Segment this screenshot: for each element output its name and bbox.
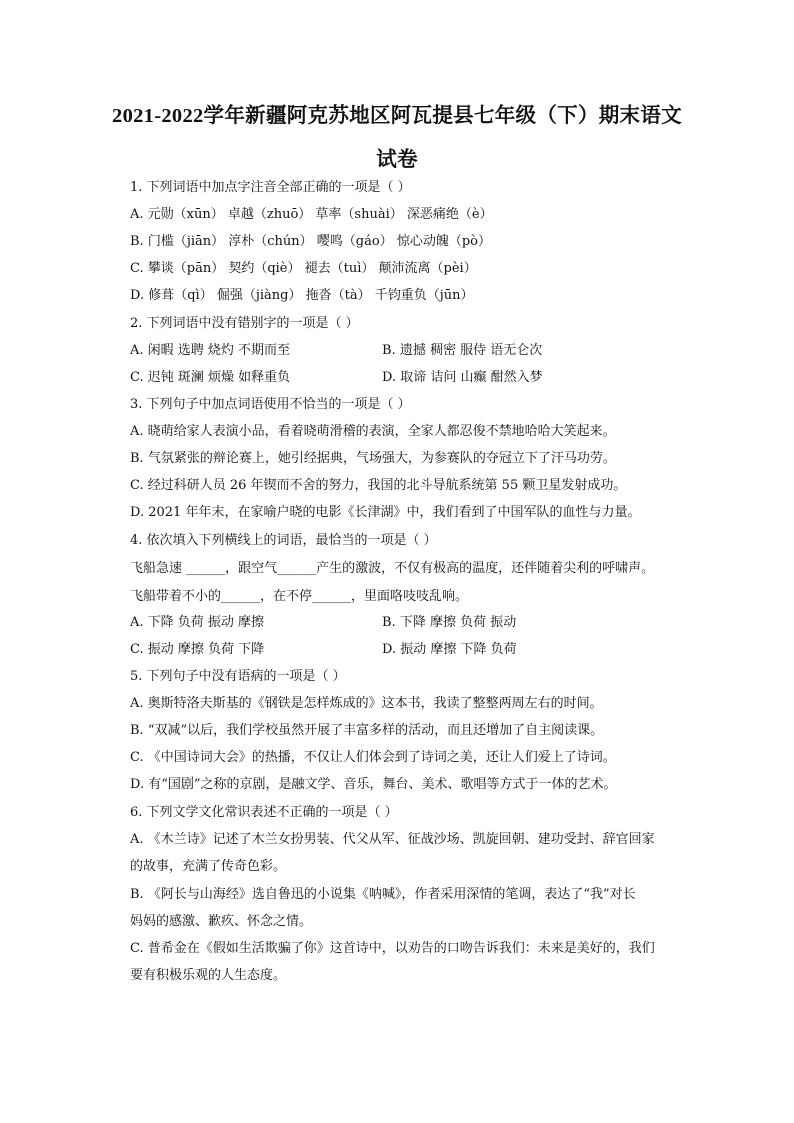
question-6-option-a: A. 《木兰诗》记述了木兰女扮男装、代父从军、征战沙场、凯旋回朝、建功受封、辞官回家: [130, 832, 655, 847]
question-5-stem: 5. 下列句子中没有语病的一项是（ ）: [130, 669, 346, 684]
question-2-stem: 2. 下列词语中没有错别字的一项是（ ）: [130, 316, 359, 331]
exam-title-line-2: 试卷: [376, 149, 418, 171]
question-6-option-b: B. 《阿长与山海经》选自鲁迅的小说集《呐喊》，作者采用深情的笔调，表达了“我”对长: [130, 887, 636, 902]
question-1-option-c: C. 攀谈（pān） 契约（qiè） 褪去（tuì） 颠沛流离（pèi）: [130, 261, 477, 276]
question-4-passage-line-2: 飞船带着不小的______，在不停______，里面咯吱吱乱响。: [130, 589, 469, 604]
exam-title-line-1: 2021-2022学年新疆阿克苏地区阿瓦提县七年级（下）期末语文: [112, 105, 682, 127]
question-1-option-b: B. 门槛（jiān） 淳朴（chún） 嘤鸣（gáo） 惊心动魄（pò）: [130, 234, 491, 249]
question-1-stem: 1. 下列词语中加点字注音全部正确的一项是（ ）: [130, 180, 411, 195]
question-4-option-d: D. 振动 摩擦 下降 负荷: [382, 642, 517, 657]
question-3-stem: 3. 下列句子中加点词语使用不恰当的一项是（ ）: [130, 397, 411, 412]
question-3-option-d: D. 2021 年年末，在家喻户晓的电影《长津湖》中，我们看到了中国军队的血性与力量。: [130, 505, 641, 520]
question-3-option-c: C. 经过科研人员 26 年锲而不舍的努力，我国的北斗导航系统第 55 颗卫星发射成功。: [130, 478, 627, 493]
question-2-option-c: C. 迟钝 斑澜 烦燥 如释重负: [130, 370, 291, 385]
question-5-option-a: A. 奥斯特洛夫斯基的《钢铁是怎样炼成的》这本书，我读了整整两周左右的时间。: [130, 696, 603, 711]
question-6-option-a-continued: 的故事，充满了传奇色彩。: [130, 859, 287, 874]
question-6-option-c-continued: 要有积极乐观的人生态度。: [130, 968, 287, 983]
question-4-option-a: A. 下降 负荷 振动 摩擦: [130, 615, 265, 630]
question-2-option-a: A. 闲暇 选聘 烧灼 不期而至: [130, 343, 291, 358]
question-3-option-b: B. 气氛紧张的辩论赛上，她引经据典，气场强大，为参赛队的夺冠立下了汗马功劳。: [130, 451, 616, 466]
question-6-option-b-continued: 妈妈的感激、歉疚、怀念之情。: [130, 914, 313, 929]
question-5-option-c: C. 《中国诗词大会》的热播，不仅让人们体会到了诗词之美，还让人们爱上了诗词。: [130, 750, 616, 765]
question-6-option-c: C. 普希金在《假如生活欺骗了你》这首诗中，以劝告的口吻告诉我们：未来是美好的，我们: [130, 941, 655, 956]
question-4-option-b: B. 下降 摩擦 负荷 振动: [382, 615, 517, 630]
question-5-option-b: B. “双减”以后，我们学校虽然开展了丰富多样的活动，而且还增加了自主阅读课。: [130, 723, 604, 738]
question-1-option-a: A. 元勋（xūn） 卓越（zhuō） 草率（shuài） 深恶痛绝（è）: [130, 207, 493, 222]
question-4-passage-line-1: 飞船急速 ______，跟空气______产生的激波，不仅有极高的温度，还伴随着尖利的呼啸声。: [130, 561, 655, 576]
question-3-option-a: A. 晓萌给家人表演小品，看着晓萌滑稽的表演，全家人都忍俊不禁地哈哈大笑起来。: [130, 424, 616, 439]
question-2-option-b: B. 遗撼 稠密 服侍 语无仑次: [382, 343, 543, 358]
question-1-option-d: D. 修葺（qì） 倔强（jiàng） 拖沓（tà） 千钧重负（jūn）: [130, 288, 474, 303]
question-6-stem: 6. 下列文学文化常识表述不正确的一项是（ ）: [130, 805, 398, 820]
question-2-option-d: D. 取谛 诘问 山癫 酣然入梦: [382, 370, 543, 385]
question-4-option-c: C. 振动 摩擦 负荷 下降: [130, 642, 265, 657]
question-4-stem: 4. 依次填入下列横线上的词语，最恰当的一项是（ ）: [130, 533, 437, 548]
question-5-option-d: D. 有“国剧”之称的京剧，是融文学、音乐，舞台、美术、歌唱等方式于一体的艺术。: [130, 777, 617, 792]
